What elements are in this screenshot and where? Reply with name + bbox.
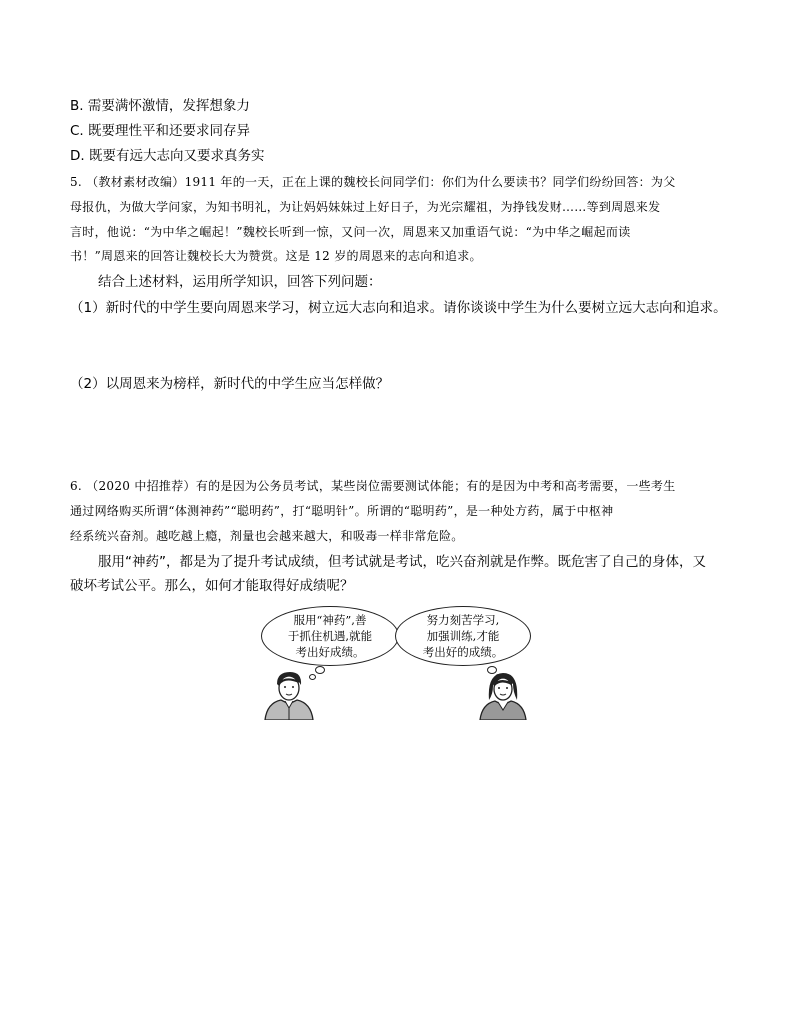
q5-sub-question-2: （2）以周恩来为榜样，新时代的中学生应当怎样做？: [70, 376, 390, 392]
option-c: C. 既要理性平和还要求同存异: [70, 123, 251, 139]
q5-text-line-4: 书！”周恩来的回答让魏校长大为赞赏。这是 12 岁的周恩来的志向和追求。: [70, 249, 482, 263]
q5-sub-question-1: （1）新时代的中学生要向周恩来学习，树立远大志向和追求。请你谈谈中学生为什么要树立远大志向和追求。: [70, 300, 727, 316]
q5-prompt: 结合上述材料，运用所学知识，回答下列问题：: [98, 274, 382, 290]
q6-text-line-2: 通过网络购买所谓“体测神药”“聪明药”，打“聪明针”。所谓的“聪明药”，是一种处方药，属于中枢神: [70, 504, 614, 518]
illustration: [255, 604, 545, 722]
q5-text-line-3: 言时，他说：“为中华之崛起！”魏校长听到一惊，又问一次，周恩来又加重语气说：“为中华之崛起而读: [70, 225, 631, 239]
right-bubble-line-1: 努力刻苦学习,: [426, 613, 500, 627]
option-b: B. 需要满怀激情，发挥想象力: [70, 98, 250, 114]
q5-text-line-1: 5. （教材素材改编）1911 年的一天，正在上课的魏校长问同学们：你们为什么要读书？同学们纷纷回答：为父: [70, 175, 676, 189]
q6-text-line-3: 经系统兴奋剂。越吃越上瘾，剂量也会越来越大，和吸毒一样非常危险。: [70, 529, 464, 543]
q5-text-line-2: 母报仇，为做大学问家，为知书明礼，为让妈妈妹妹过上好日子，为光宗耀祖，为挣钱发财……等到周恩来发: [70, 200, 661, 214]
right-bubble-line-2: 加强训练,才能: [426, 629, 500, 643]
boy-figure-icon: [263, 670, 315, 720]
right-bubble-line-3: 考出好的成绩。: [422, 645, 504, 659]
option-d: D. 既要有远大志向又要求真务实: [70, 148, 265, 164]
girl-figure-icon: [477, 670, 529, 720]
left-bubble-line-1: 服用“神药”,善: [293, 613, 367, 627]
q6-paragraph-line-1: 服用“神药”，都是为了提升考试成绩，但考试就是考试，吃兴奋剂就是作弊。既危害了自己的身体，又: [98, 554, 706, 570]
q6-text-line-1: 6. （2020 中招推荐）有的是因为公务员考试，某些岗位需要测试体能；有的是因为中考和高考需要，一些考生: [70, 479, 676, 493]
right-speech-bubble: [395, 606, 531, 666]
q6-paragraph-line-2: 破坏考试公平。那么，如何才能取得好成绩呢？: [70, 578, 354, 594]
left-bubble-line-3: 考出好成绩。: [295, 645, 365, 659]
left-speech-bubble: [261, 606, 399, 666]
left-thought-dot-large: [315, 666, 325, 674]
left-bubble-line-2: 于抓住机遇,就能: [287, 629, 373, 643]
